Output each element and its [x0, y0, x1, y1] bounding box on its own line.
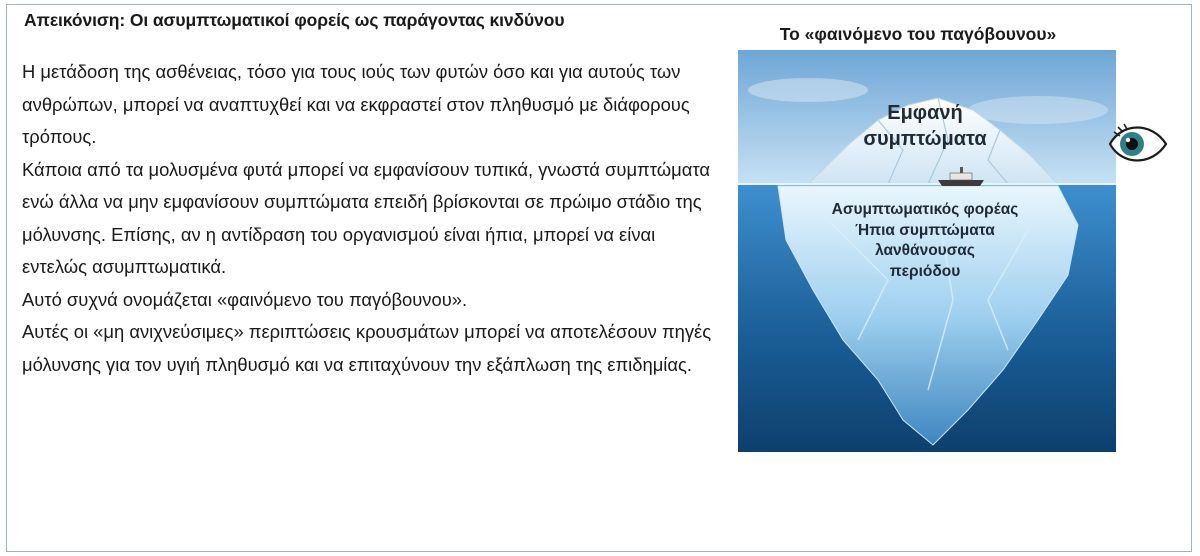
- above-water-label-line-1: Εμφανή: [887, 102, 963, 124]
- below-water-label-line-2: Ήπια συμπτώματα: [855, 221, 995, 239]
- above-water-label: [800, 100, 1050, 152]
- above-water-label-line-2: συμπτώματα: [863, 128, 987, 150]
- figure-caption: Το «φαινόμενο του παγόβουνου»: [779, 24, 1057, 44]
- page-title: Απεικόνιση: Οι ασυμπτωματικοί φορείς ως παράγοντας κινδύνου: [24, 10, 565, 30]
- paragraph-2: Κάποια από τα μολυσμένα φυτά μπορεί να εμφανίσουν τυπικά, γνωστά συμπτώματα ενώ άλλα να μην εμφανίσουν συμπτώματα επειδή βρίσκονται σε πρώιμο στάδιο της μόλυνσης. Επίσης, αν η αντίδραση του οργανισμού είναι ήπια, μπορεί να είναι εντελώς ασυμπτωματικά.: [22, 158, 710, 277]
- paragraph-3: Αυτό συχνά ονομάζεται «φαινόμενο του παγόβουνου».: [22, 288, 468, 310]
- body-text: [22, 56, 712, 381]
- eye-icon: [1106, 116, 1170, 172]
- paragraph-1: Η μετάδοση της ασθένειας, τόσο για τους ιούς των φυτών όσο και για αυτούς των ανθρώπων, μπορεί να αναπτυχθεί και να εκφραστεί στον πληθυσμό με διάφορους τρόπους.: [22, 61, 690, 147]
- below-water-label-line-4: περιόδου: [889, 262, 961, 280]
- below-water-label-line-1: Ασυμπτωματικός φορέας: [831, 201, 1019, 218]
- below-water-label: [780, 200, 1070, 282]
- paragraph-4: Αυτές οι «μη ανιχνεύσιμες» περιπτώσεις κρουσμάτων μπορεί να αποτελέσουν πηγές μόλυνσης για τον υγιή πληθυσμό και να επιταχύνουν την εξάπλωση της επιδημίας.: [22, 321, 712, 375]
- below-water-label-line-3: λανθάνουσας: [875, 242, 975, 259]
